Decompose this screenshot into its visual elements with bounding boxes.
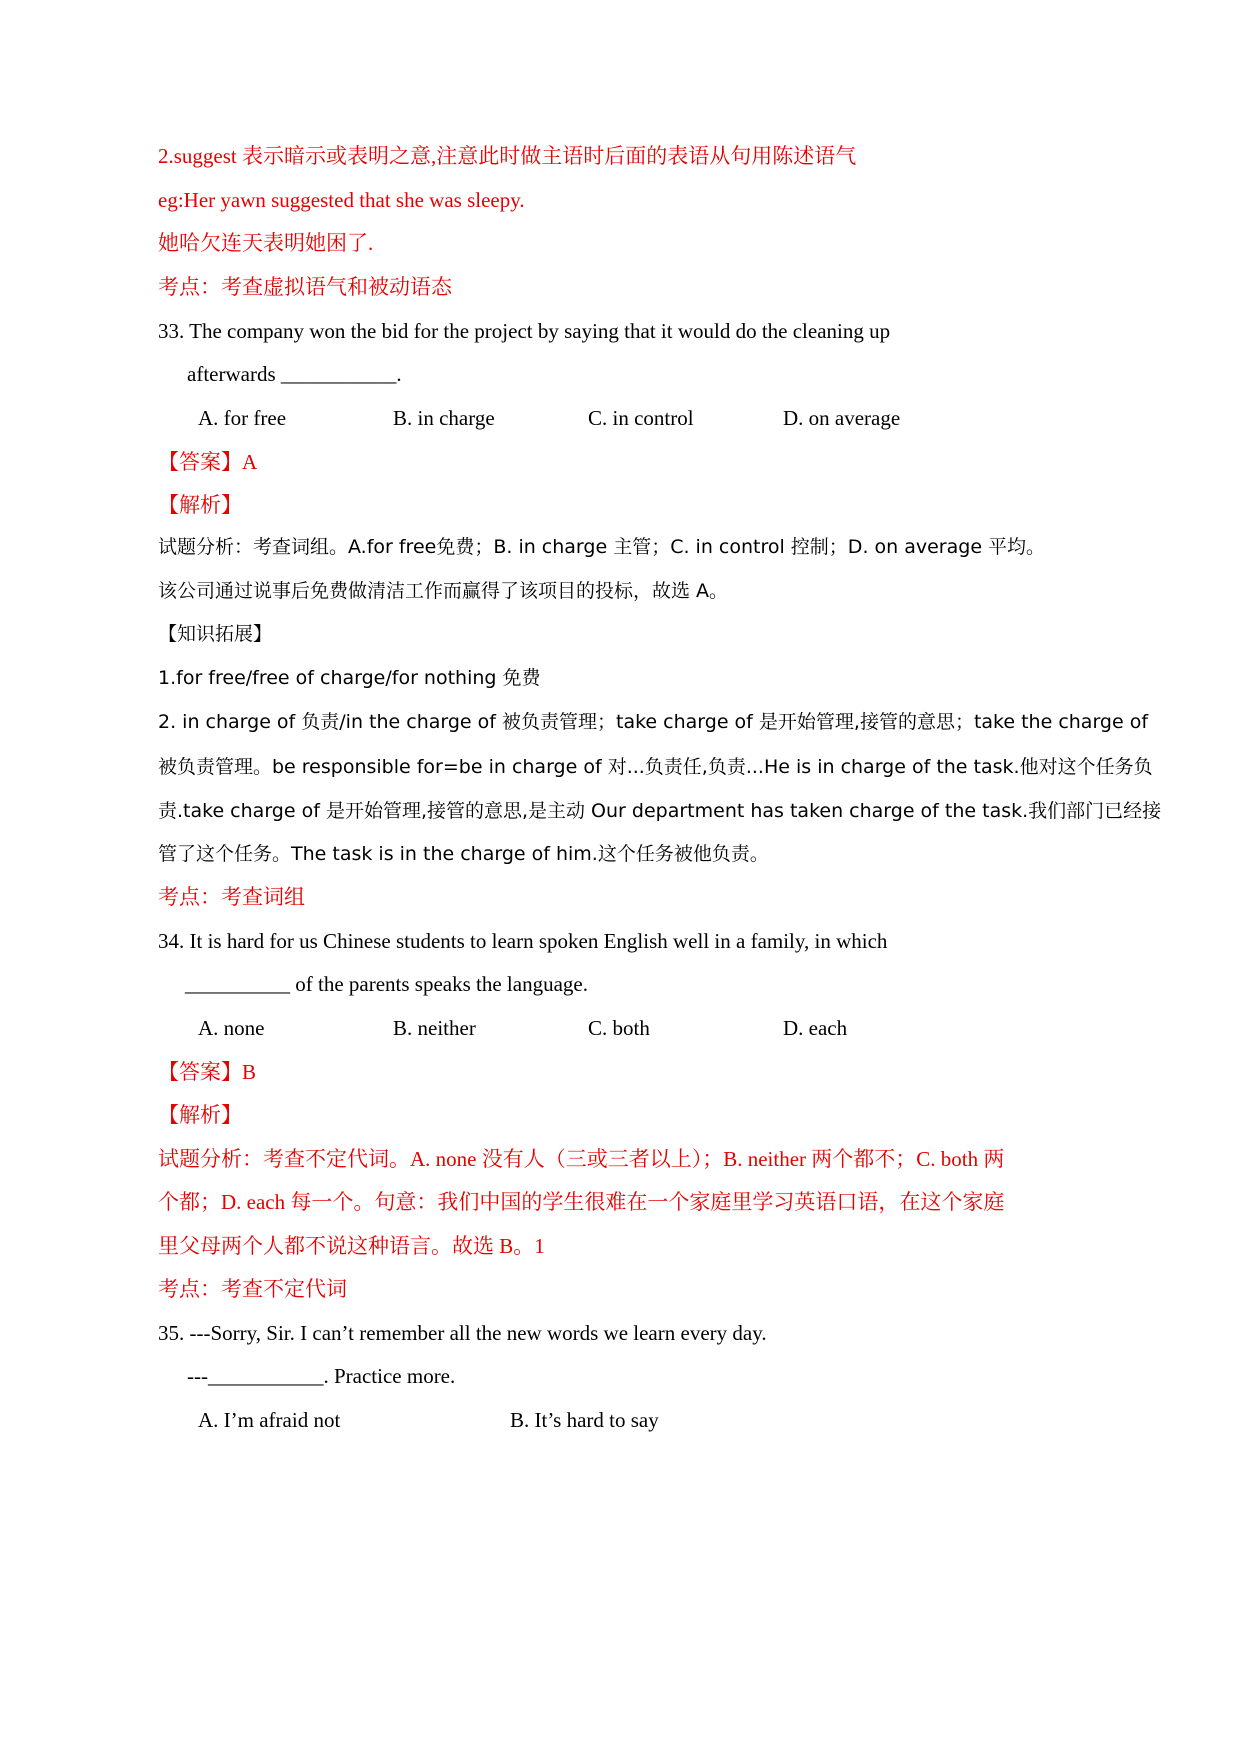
q33-answer: 【答案】A: [158, 450, 258, 474]
q33-jiexi-label: 【解析】: [158, 493, 242, 517]
q34-option-b: B. neither: [393, 1016, 476, 1040]
q35-stem-line-1: 35. ---Sorry, Sir. I can’t remember all the new words we learn every day.: [158, 1321, 767, 1345]
q35-option-b: B. It’s hard to say: [510, 1408, 659, 1432]
q33-stem-line-2: afterwards ___________.: [187, 362, 402, 386]
q33-option-b: B. in charge: [393, 406, 495, 430]
q34-stem-line-2: __________ of the parents speaks the language.: [185, 972, 588, 996]
q34-option-a: A. none: [198, 1016, 265, 1040]
note-example-chinese: 她哈欠连天表明她困了.: [158, 231, 374, 255]
q33-analysis-line-1: 试题分析：考查词组。A.for free免费；B. in charge 主管；C. in control 控制；D. on average 平均。: [158, 536, 1046, 558]
q33-stem-line-1: 33. The company won the bid for the project by saying that it would do the cleaning up: [158, 319, 891, 343]
q34-analysis-line-1: 试题分析：考查不定代词。A. none 没有人（三或三者以上）；B. neither 两个都不；C. both 两: [158, 1147, 1005, 1171]
q33-option-a: A. for free: [198, 406, 287, 430]
q33-ext-line-5: 管了这个任务。The task is in the charge of him.这个任务被他负责。: [158, 843, 769, 865]
q33-ext-line-2: 2. in charge of 负责/in the charge of 被负责管理；take charge of 是开始管理,接管的意思；take the charge of: [158, 711, 1149, 733]
q33-option-d: D. on average: [783, 406, 901, 430]
q33-kaodian: 考点：考查词组: [158, 885, 305, 909]
q33-ext-line-3: 被负责管理。be responsible for=be in charge of 对...负责任,负责...He is in charge of the task.他对这个任务负: [158, 756, 1153, 778]
q34-option-c: C. both: [588, 1016, 650, 1040]
q33-ext-line-1: 1.for free/free of charge/for nothing 免费: [158, 667, 541, 689]
q33-analysis-line-2: 该公司通过说事后免费做清洁工作而赢得了该项目的投标，故选 A。: [158, 580, 729, 602]
q35-option-a: A. I’m afraid not: [198, 1408, 341, 1432]
q33-ext-line-4: 责.take charge of 是开始管理,接管的意思,是主动 Our department has taken charge of the task.我们部门已经接: [158, 800, 1162, 822]
q35-stem-line-2: ---___________. Practice more.: [187, 1364, 456, 1388]
q34-analysis-line-3: 里父母两个人都不说这种语言。故选 B。1: [158, 1234, 545, 1258]
q34-analysis-line-2: 个都；D. each 每一个。句意：我们中国的学生很难在一个家庭里学习英语口语，在这个家庭: [158, 1190, 1005, 1214]
q34-kaodian: 考点：考查不定代词: [158, 1277, 347, 1301]
q33-ext-label: 【知识拓展】: [158, 623, 273, 645]
q34-jiexi-label: 【解析】: [158, 1103, 242, 1127]
note-example-english: eg:Her yawn suggested that she was sleepy.: [158, 188, 525, 212]
q34-answer: 【答案】B: [158, 1060, 257, 1084]
q34-option-d: D. each: [783, 1016, 848, 1040]
q34-stem-line-1: 34. It is hard for us Chinese students to learn spoken English well in a family, in which: [158, 929, 888, 953]
note-line-1: 2.suggest 表示暗示或表明之意,注意此时做主语时后面的表语从句用陈述语气: [158, 144, 857, 168]
q33-option-c: C. in control: [588, 406, 694, 430]
kaodian-prev: 考点：考查虚拟语气和被动语态: [158, 275, 452, 299]
